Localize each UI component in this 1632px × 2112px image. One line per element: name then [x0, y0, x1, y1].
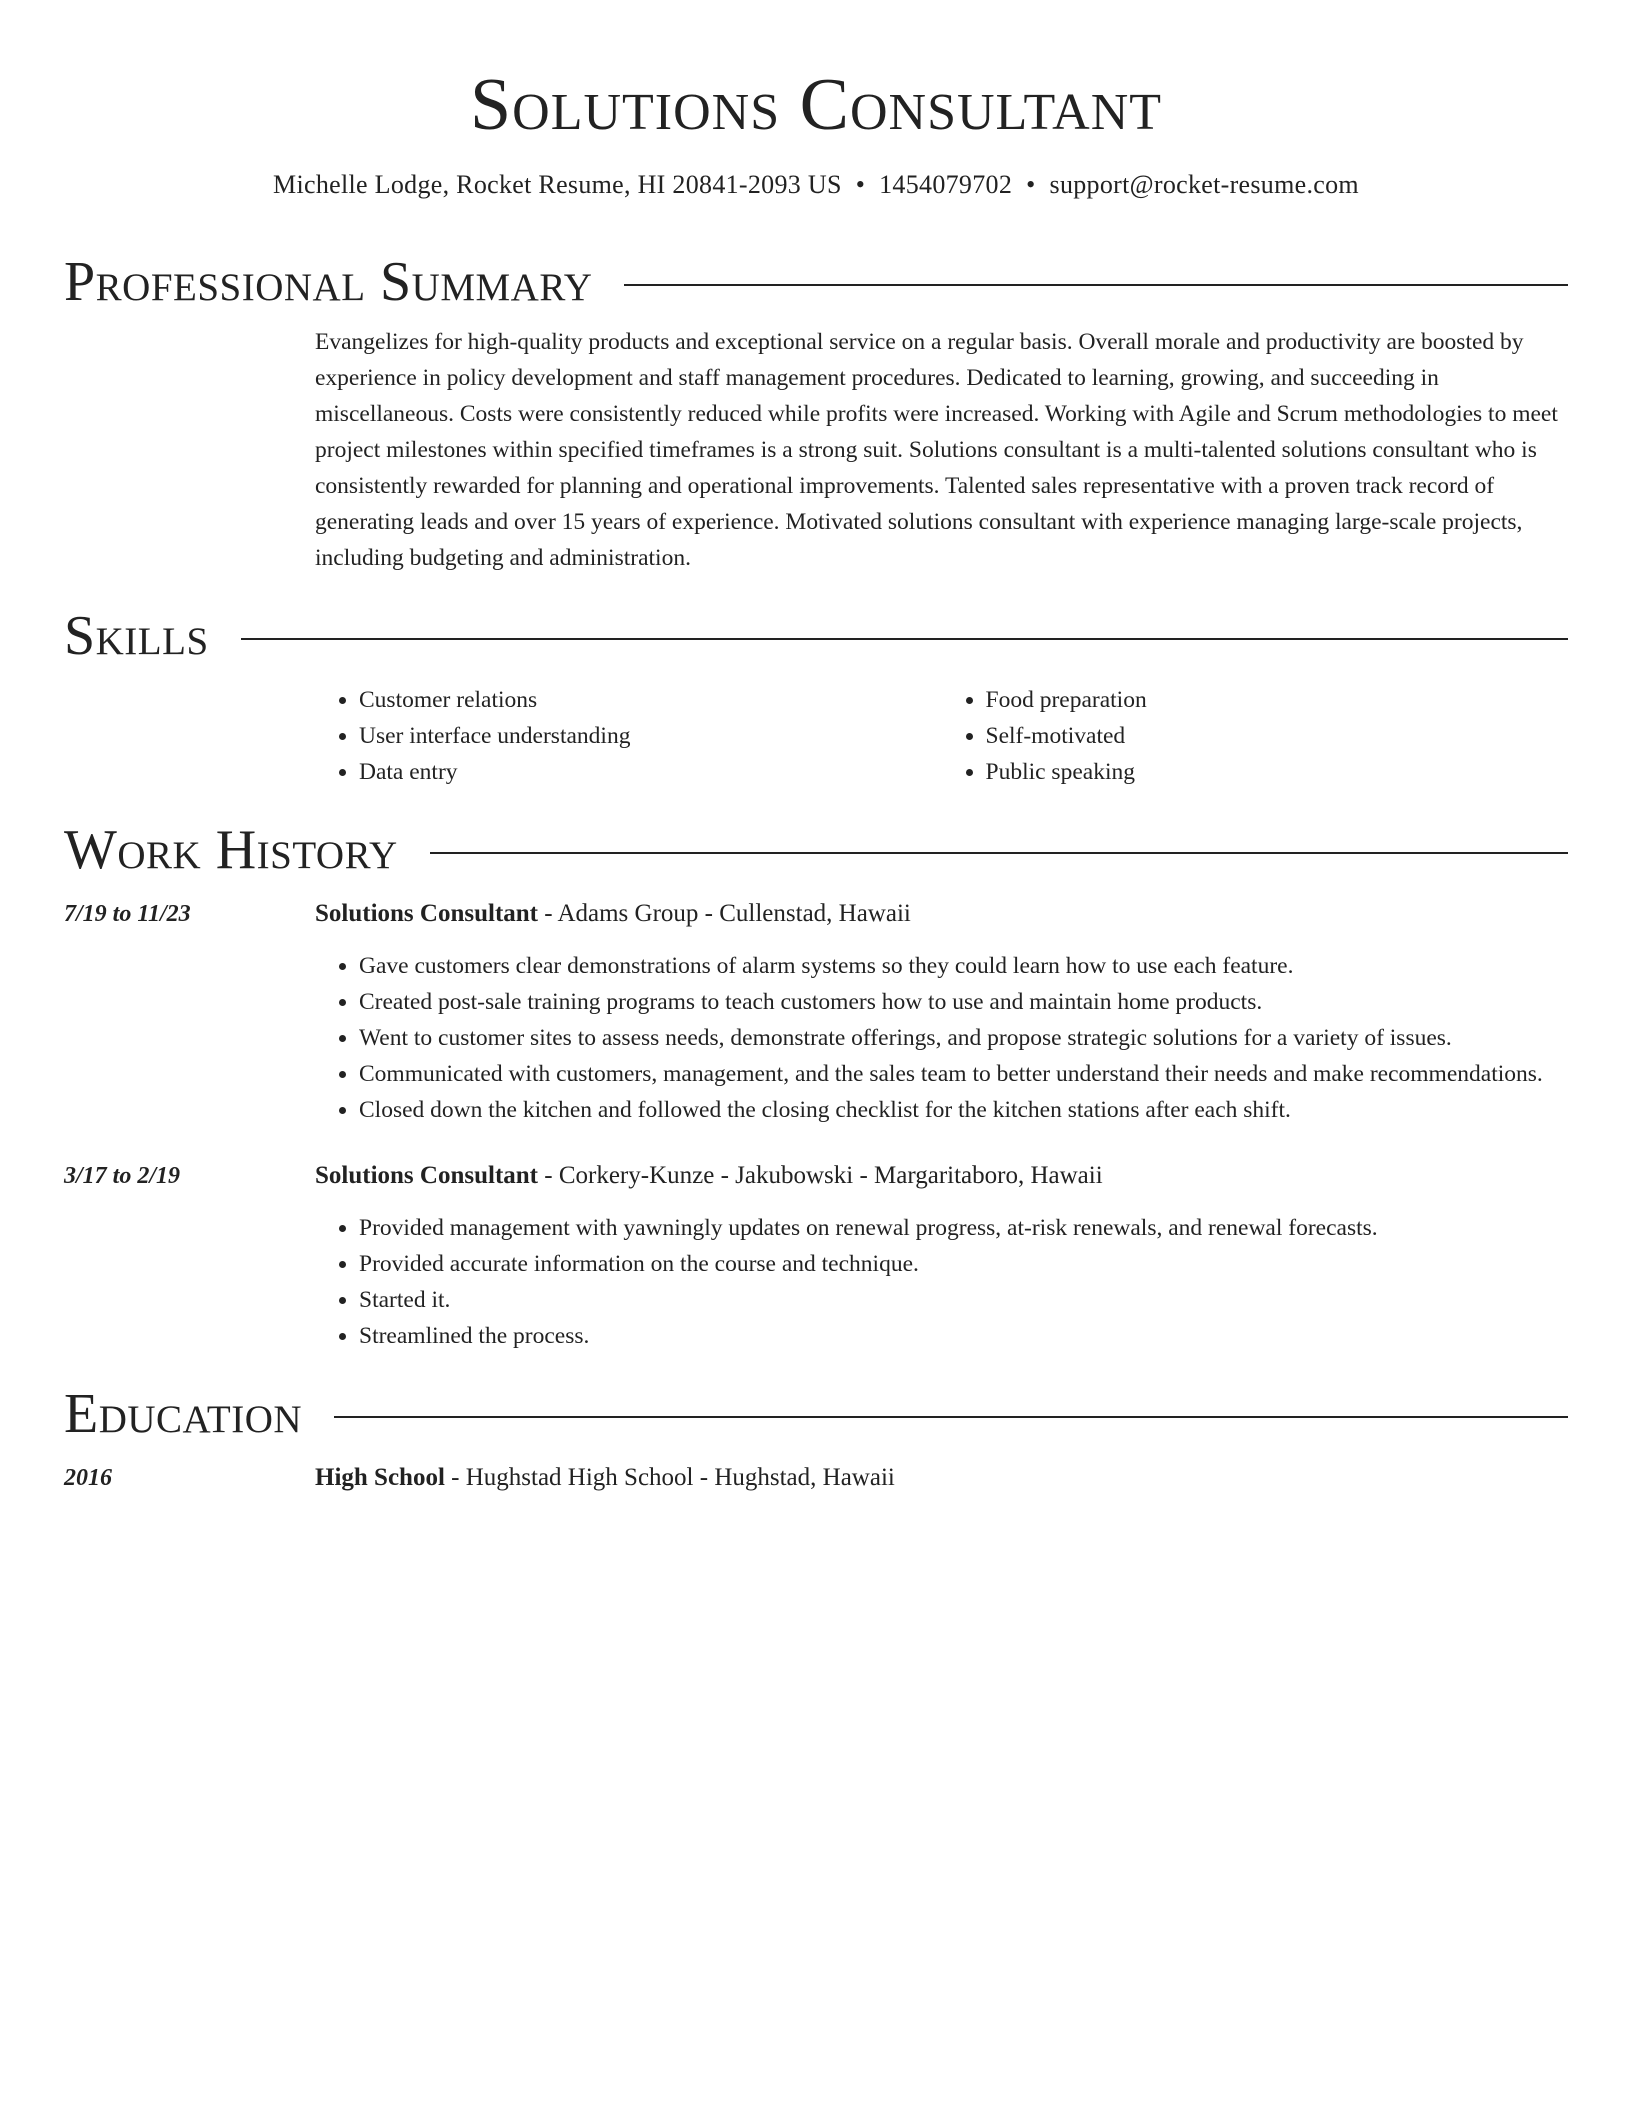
work-bullet: • Streamlined the process.: [359, 1318, 1568, 1354]
work-bullet: • Gave customers clear demonstrations of alarm systems so they could learn how to use each feature.: [359, 948, 1568, 984]
work-dates: 3/17 to 2/19: [64, 1163, 181, 1189]
education-degree: High School: [315, 1464, 445, 1491]
section-divider: [430, 852, 1568, 854]
work-dates: 7/19 to 11/23: [64, 901, 191, 927]
work-headline: [315, 896, 1568, 932]
work-bullet: • Closed down the kitchen and followed the closing checklist for the kitchen stations after each shift.: [359, 1092, 1568, 1128]
skills-heading: Skills: [64, 605, 209, 667]
contact-line: [64, 168, 1568, 202]
resume-title: Solutions Consultant: [469, 64, 1163, 146]
job-employer-location: - Adams Group - Cullenstad, Hawaii: [538, 900, 911, 927]
skill-item: • Public speaking: [986, 754, 1569, 790]
summary-text: Evangelizes for high-quality products and exceptional service on a regular basis. Overall morale and productivity are boosted by experience in policy development and staff management procedures. Dedicated to learning, growing, and succeeding in miscellaneous. Costs were consistently reduced while profits were increased. Working with Agile and Scrum methodologies to meet project milestones within specified timeframes is a strong suit. Solutions consultant is a multi-talented solutions consultant who is consistently rewarded for planning and operational improvements. Talented sales representative with a proven track record of generating leads and over 15 years of experience. Motivated solutions consultant with experience managing large-scale projects, including budgeting and administration.: [315, 329, 1558, 571]
work-entry: [64, 1158, 1568, 1354]
job-title: Solutions Consultant: [315, 1162, 538, 1189]
education-headline: [315, 1460, 1568, 1496]
education-year: 2016: [64, 1465, 112, 1491]
work-detail: [315, 896, 1568, 1128]
education-detail: [315, 1460, 1568, 1496]
job-employer-location: - Corkery-Kunze - Jakubowski - Margaritaboro, Hawaii: [538, 1162, 1103, 1189]
skill-item: • User interface understanding: [359, 718, 942, 754]
contact-phone: 1454079702: [879, 170, 1013, 199]
skills-column-left: [315, 682, 942, 790]
section-divider: [624, 284, 1568, 286]
work-detail: [315, 1158, 1568, 1354]
skill-item: • Customer relations: [359, 682, 942, 718]
skills-section-header: [64, 604, 1568, 668]
work-bullet: • Communicated with customers, management, and the sales team to better understand their needs and make recommendations.: [359, 1056, 1568, 1092]
work-bullet: • Provided accurate information on the course and technique.: [359, 1246, 1568, 1282]
summary-heading: Professional Summary: [64, 251, 593, 313]
work-section-header: [64, 818, 1568, 882]
summary-section-header: [64, 250, 1568, 314]
education-section-header: [64, 1382, 1568, 1446]
work-heading: Work History: [64, 819, 398, 881]
skill-item: • Data entry: [359, 754, 942, 790]
education-entry: [64, 1460, 1568, 1496]
skills-column-right: [942, 682, 1569, 790]
work-bullet: • Created post-sale training programs to teach customers how to use and maintain home products.: [359, 984, 1568, 1020]
contact-separator: •: [855, 170, 866, 199]
work-bullet: • Started it.: [359, 1282, 1568, 1318]
contact-address: Michelle Lodge, Rocket Resume, HI 20841-2093 US: [273, 170, 842, 199]
skills-list: [315, 682, 1568, 790]
section-divider: [334, 1416, 1568, 1418]
job-title: Solutions Consultant: [315, 900, 538, 927]
contact-separator: •: [1026, 170, 1036, 199]
education-heading: Education: [64, 1383, 303, 1445]
work-bullet: • Went to customer sites to assess needs, demonstrate offerings, and propose strategic solutions for a variety of issues.: [359, 1020, 1568, 1056]
contact-email: support@rocket-resume.com: [1049, 170, 1359, 199]
work-headline: [315, 1158, 1568, 1194]
work-bullets: [315, 948, 1568, 1128]
work-entry: [64, 896, 1568, 1128]
resume-page: [64, 0, 1568, 1496]
skill-item: • Food preparation: [986, 682, 1569, 718]
education-school-location: - Hughstad High School - Hughstad, Hawaii: [444, 1464, 895, 1491]
skill-item: • Self-motivated: [986, 718, 1569, 754]
work-bullets: [315, 1210, 1568, 1354]
work-bullet: • Provided management with yawningly updates on renewal progress, at-risk renewals, and renewal forecasts.: [359, 1210, 1568, 1246]
section-divider: [241, 638, 1568, 640]
